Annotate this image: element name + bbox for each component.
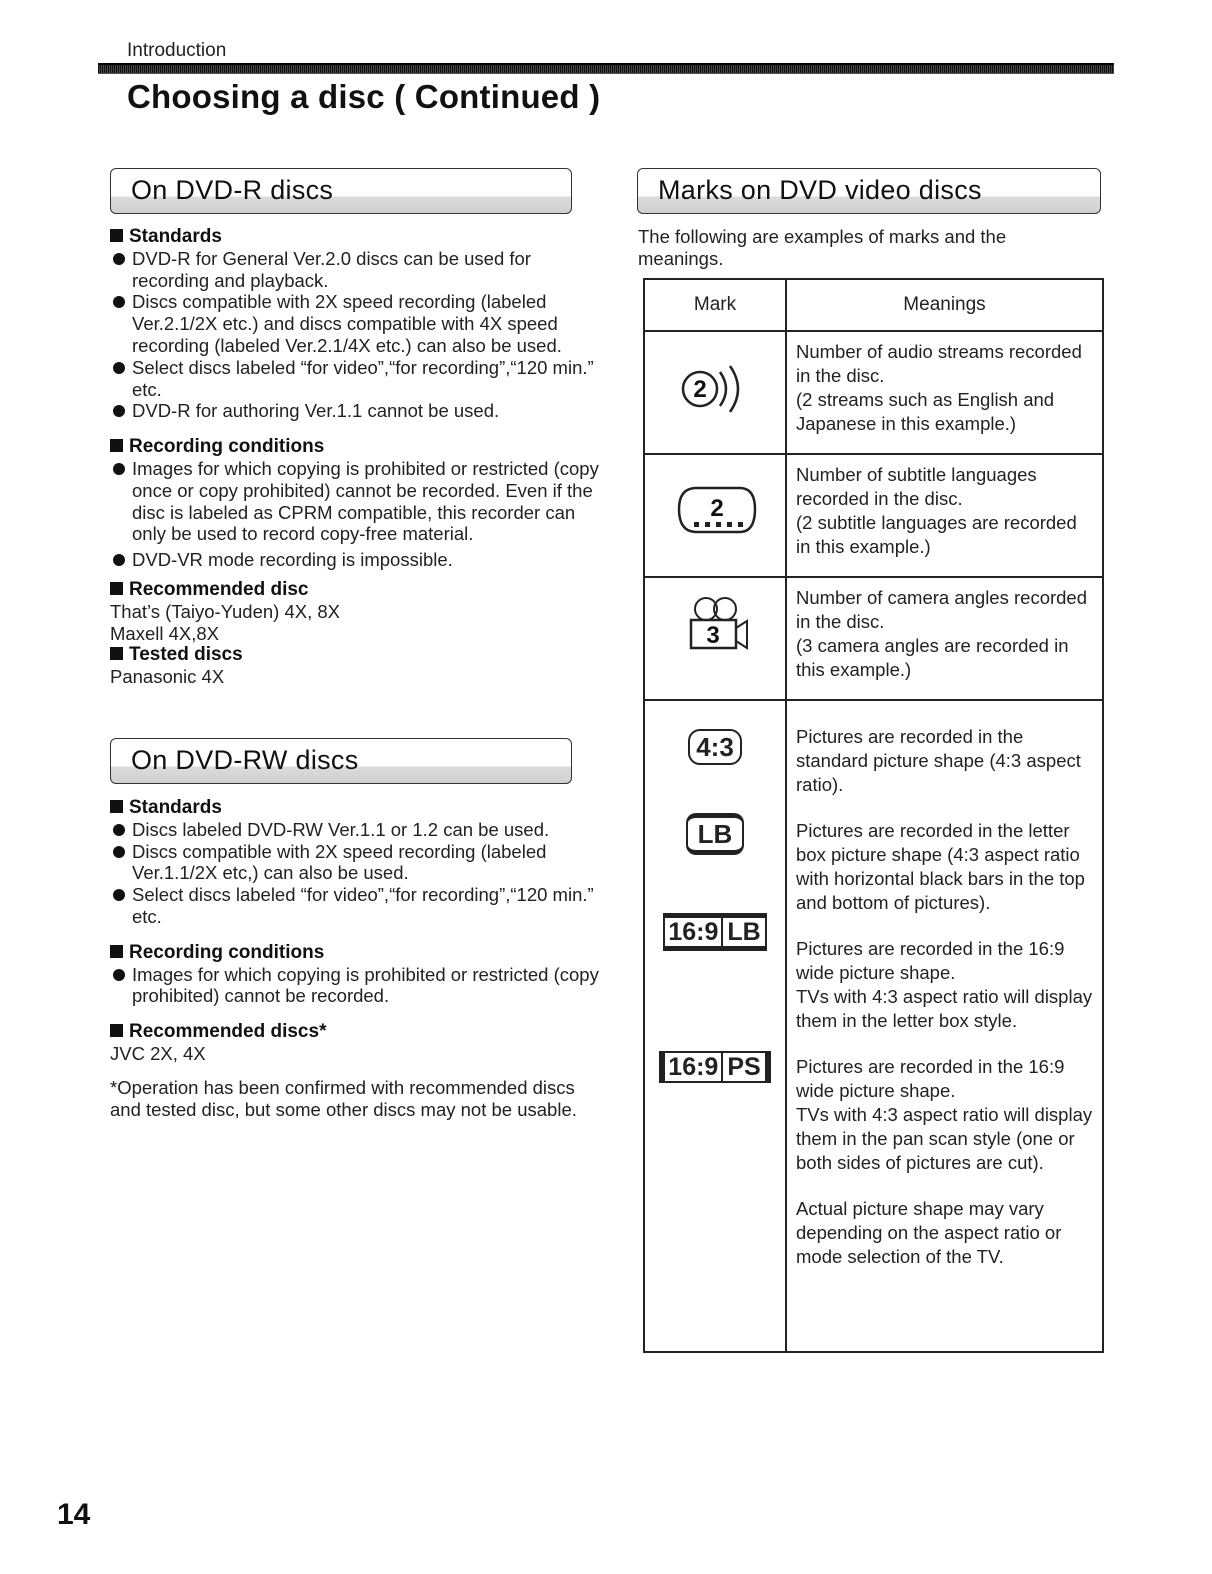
audio-icon-number: 2 — [693, 376, 707, 403]
list-item: DVD-R for General Ver.2.0 discs can be used for recording and playback. — [110, 248, 600, 292]
lb-meaning-text: Pictures are recorded in the letter box picture shape (4:3 aspect ratio with horizontal black bars in the top and bottom of pictures). — [796, 820, 1085, 913]
square-bullet-icon — [110, 229, 123, 242]
dvdr-standards-list — [110, 248, 600, 422]
angle-meaning-text: Number of camera angles recorded in the disc. — [796, 587, 1088, 632]
square-bullet-icon — [110, 439, 123, 452]
dvdr-recommended-title: Recommended disc — [110, 579, 600, 601]
list-item: DVD-R for authoring Ver.1.1 cannot be used. — [110, 400, 600, 422]
dvdrw-recommended-item: JVC 2X, 4X — [110, 1042, 206, 1064]
header-rule — [98, 63, 1114, 74]
letterbox-icon: LB — [645, 813, 785, 855]
aspect-marks-cell — [644, 700, 786, 1352]
list-item: Discs labeled DVD-RW Ver.1.1 or 1.2 can be used. — [110, 819, 600, 841]
subtitle-icon-number: 2 — [710, 495, 724, 522]
dvdr-recommended-item: Maxell 4X,8X — [110, 622, 219, 644]
audio-meaning-note: (2 streams such as English and Japanese in this example.) — [796, 389, 1055, 434]
column-header-mark: Mark — [644, 279, 786, 331]
dvdrw-content — [110, 797, 600, 1120]
audio-mark-cell — [644, 331, 786, 454]
aspect43-meaning-text: Pictures are recorded in the standard picture shape (4:3 aspect ratio). — [796, 726, 1081, 795]
aspect-extra-note: Actual picture shape may vary depending on the aspect ratio or mode selection of the TV. — [796, 1198, 1062, 1267]
subtitle-mark-cell — [644, 454, 786, 577]
marks-table — [643, 278, 1104, 1353]
table-header-row — [644, 279, 1103, 331]
marks-heading — [637, 168, 1101, 214]
audio-meaning-cell — [786, 331, 1103, 454]
dvdrw-standards-title: Standards — [110, 797, 600, 819]
list-item: Images for which copying is prohibited or restricted (copy once or copy prohibited) cannot be recorded. Even if the disc is labeled as CPRM compatible, this recorder can only be used to record copy-free material. — [110, 458, 600, 545]
list-item: Images for which copying is prohibited or restricted (copy prohibited) cannot be recorded. — [110, 964, 600, 1008]
camera-angles-icon — [665, 588, 765, 658]
marks-heading-text: Marks on DVD video discs — [658, 175, 982, 205]
angle-icon-number: 3 — [706, 622, 720, 649]
dvdr-heading-text: On DVD-R discs — [131, 175, 334, 205]
angle-meaning-cell — [786, 577, 1103, 700]
table-row — [644, 577, 1103, 700]
wide-ps-meaning-text: Pictures are recorded in the 16:9 wide picture shape. — [796, 1056, 1065, 1101]
angle-meaning-note: (3 camera angles are recorded in this example.) — [796, 635, 1069, 680]
table-row — [644, 331, 1103, 454]
dvdrw-recording-list — [110, 964, 600, 1008]
list-item: Discs compatible with 2X speed recording (labeled Ver.1.1/2X etc,) can also be used. — [110, 841, 600, 885]
wide-lb-meaning-note: TVs with 4:3 aspect ratio will display them in the letter box style. — [796, 986, 1093, 1031]
subtitle-meaning-text: Number of subtitle languages recorded in the disc. — [796, 464, 1037, 509]
dvdrw-heading — [110, 738, 572, 784]
dvdrw-recording-title: Recording conditions — [110, 942, 600, 964]
page-title: Choosing a disc ( Continued ) — [127, 78, 601, 115]
dvdrw-heading-text: On DVD-RW discs — [131, 745, 359, 775]
subtitle-meaning-note: (2 subtitle languages are recorded in this example.) — [796, 512, 1077, 557]
dvdr-tested-title: Tested discs — [110, 644, 600, 666]
square-bullet-icon — [110, 800, 123, 813]
list-item: Select discs labeled “for video”,“for recording”,“120 min.” etc. — [110, 357, 600, 401]
column-header-meanings: Meanings — [786, 279, 1103, 331]
dvdr-heading — [110, 168, 572, 214]
list-item: Select discs labeled “for video”,“for recording”,“120 min.” etc. — [110, 884, 600, 928]
square-bullet-icon — [110, 647, 123, 660]
subtitle-languages-icon — [665, 479, 765, 539]
marks-intro: The following are examples of marks and the meanings. — [638, 226, 1007, 269]
audio-streams-icon — [660, 354, 770, 424]
aspect-43-icon: 4:3 — [645, 729, 785, 765]
square-bullet-icon — [110, 945, 123, 958]
subtitle-meaning-cell — [786, 454, 1103, 577]
angle-mark-cell — [644, 577, 786, 700]
dvdrw-footnote: *Operation has been confirmed with recommended discs and tested disc, but some other discs may not be usable. — [110, 1076, 577, 1120]
section-label: Introduction — [127, 40, 227, 61]
dvdr-recording-list — [110, 458, 600, 571]
list-item: DVD-VR mode recording is impossible. — [110, 549, 600, 571]
square-bullet-icon — [110, 582, 123, 595]
dvdr-recording-title: Recording conditions — [110, 436, 600, 458]
audio-meaning-text: Number of audio streams recorded in the disc. — [796, 341, 1082, 386]
list-item: Discs compatible with 2X speed recording (labeled Ver.2.1/2X etc.) and discs compatible with 4X speed recording (labeled Ver.2.1/4X etc.) can also be used. — [110, 291, 600, 356]
wide-panscan-icon: 16:9 PS — [645, 1051, 785, 1083]
dvdrw-recommended-title: Recommended discs* — [110, 1021, 600, 1043]
table-row — [644, 700, 1103, 1352]
square-bullet-icon — [110, 1024, 123, 1037]
dvdr-standards-title: Standards — [110, 226, 600, 248]
table-row — [644, 454, 1103, 577]
wide-letterbox-icon: 16:9 LB — [645, 913, 785, 951]
wide-lb-meaning-text: Pictures are recorded in the 16:9 wide picture shape. — [796, 938, 1065, 983]
dvdr-recommended-item: That’s (Taiyo-Yuden) 4X, 8X — [110, 600, 341, 622]
dvdrw-standards-list — [110, 819, 600, 928]
dvdr-tested-item: Panasonic 4X — [110, 666, 225, 688]
aspect-meanings-cell — [786, 700, 1103, 1352]
wide-ps-meaning-note: TVs with 4:3 aspect ratio will display them in the pan scan style (one or both sides of pictures are cut). — [796, 1104, 1093, 1173]
dvdr-content — [110, 226, 600, 688]
page-number: 14 — [57, 1498, 91, 1531]
